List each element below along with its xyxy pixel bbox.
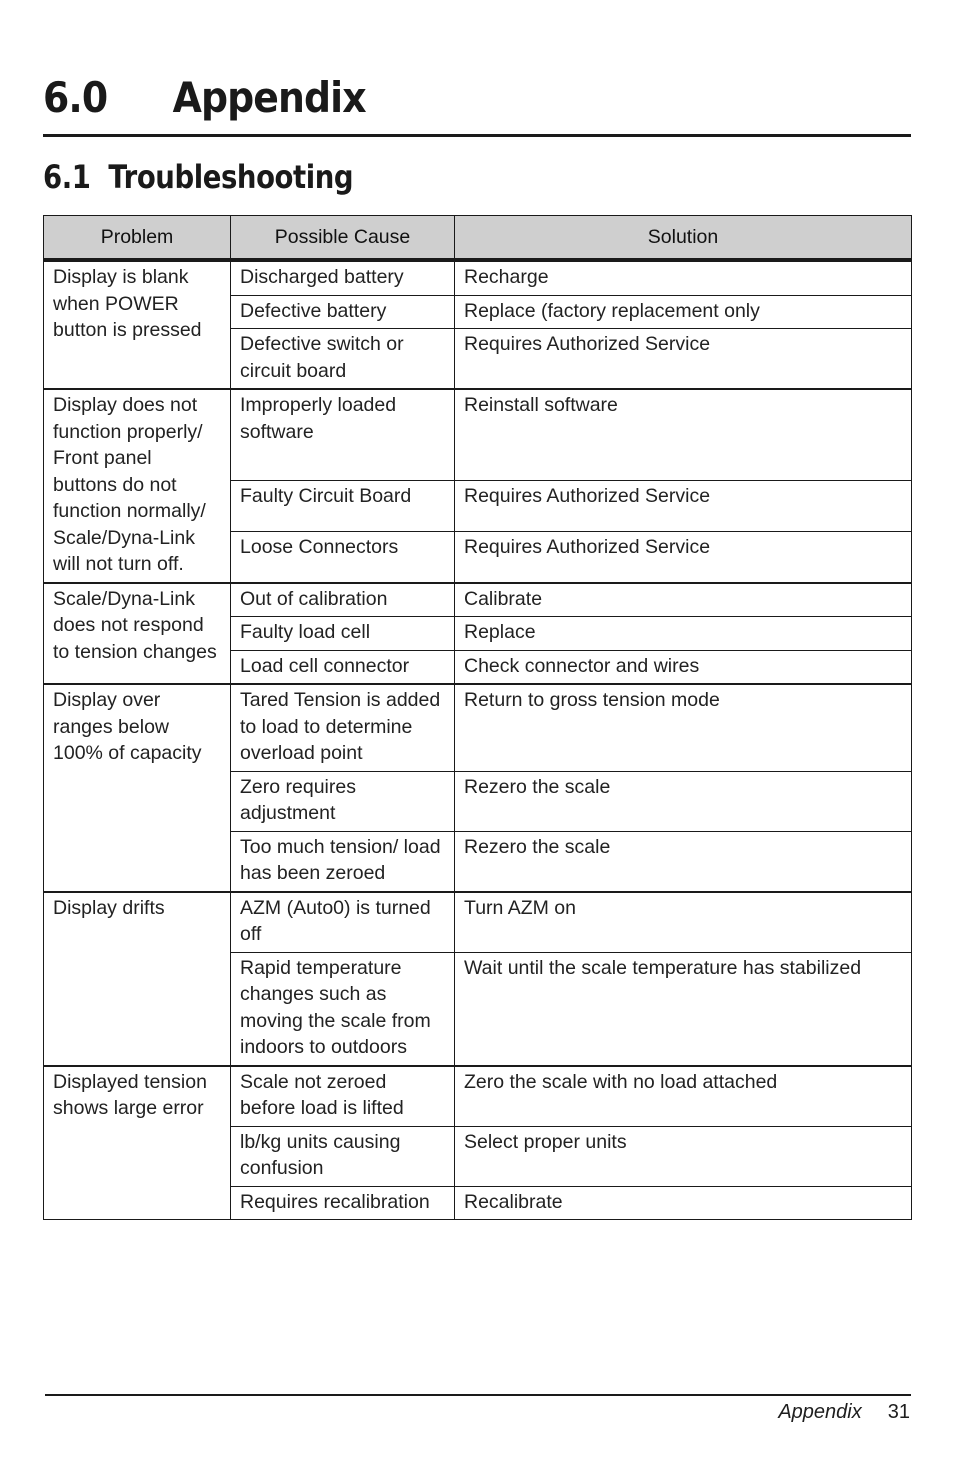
table-row xyxy=(44,389,912,480)
solution-cell: Rezero the scale xyxy=(455,771,912,831)
chapter-divider xyxy=(43,134,911,137)
problem-cell: Displayed tension shows large error xyxy=(44,1066,231,1220)
problem-cell: Display drifts xyxy=(44,892,231,1066)
header-solution: Solution xyxy=(455,216,912,261)
solution-cell: Replace xyxy=(455,617,912,651)
cause-cell: Faulty load cell xyxy=(231,617,455,651)
problem-cell: Display over ranges below 100% of capacity xyxy=(44,684,231,892)
solution-cell: Recharge xyxy=(455,260,912,295)
troubleshooting-table xyxy=(43,215,912,1220)
solution-cell: Calibrate xyxy=(455,583,912,617)
header-problem: Problem xyxy=(44,216,231,261)
cause-cell: AZM (Auto0) is turned off xyxy=(231,892,455,953)
chapter-title xyxy=(43,72,824,124)
cause-cell: Requires recalibration xyxy=(231,1186,455,1220)
table-row xyxy=(44,1066,912,1127)
table-row xyxy=(44,260,912,295)
section-title-text: Troubleshooting xyxy=(108,158,354,196)
footer-section-name: Appendix xyxy=(778,1401,862,1423)
solution-cell: Return to gross tension mode xyxy=(455,684,912,771)
problem-cell: Display is blank when POWER button is pressed xyxy=(44,260,231,389)
cause-cell: Out of calibration xyxy=(231,583,455,617)
solution-cell: Turn AZM on xyxy=(455,892,912,953)
cause-cell: Discharged battery xyxy=(231,260,455,295)
table-body xyxy=(44,260,912,1220)
solution-cell: Select proper units xyxy=(455,1126,912,1186)
solution-cell: Recalibrate xyxy=(455,1186,912,1220)
table-row xyxy=(44,684,912,771)
section-title xyxy=(43,156,353,198)
solution-cell: Requires Authorized Service xyxy=(455,480,912,531)
problem-cell: Scale/Dyna-Link does not respond to tension changes xyxy=(44,583,231,685)
chapter-number: 6.0 xyxy=(43,73,108,122)
cause-cell: Defective battery xyxy=(231,295,455,329)
page-footer xyxy=(778,1400,910,1424)
cause-cell: Defective switch or circuit board xyxy=(231,329,455,390)
cause-cell: Tared Tension is added to load to determine overload point xyxy=(231,684,455,771)
cause-cell: Faulty Circuit Board xyxy=(231,480,455,531)
cause-cell: Too much tension/ load has been zeroed xyxy=(231,831,455,892)
cause-cell: Scale not zeroed before load is lifted xyxy=(231,1066,455,1127)
cause-cell: Rapid temperature changes such as moving the scale from indoors to outdoors xyxy=(231,952,455,1066)
problem-cell: Display does not function properly/ Front panel buttons do not function normally/ Scale/Dyna-Link will not turn off. xyxy=(44,389,231,583)
table-header-row xyxy=(44,216,912,261)
solution-cell: Reinstall software xyxy=(455,389,912,480)
cause-cell: lb/kg units causing confusion xyxy=(231,1126,455,1186)
cause-cell: Loose Connectors xyxy=(231,531,455,582)
solution-cell: Rezero the scale xyxy=(455,831,912,892)
cause-cell: Zero requires adjustment xyxy=(231,771,455,831)
section-number: 6.1 xyxy=(43,158,91,196)
page-number: 31 xyxy=(887,1401,910,1423)
solution-cell: Replace (factory replacement only xyxy=(455,295,912,329)
solution-cell: Wait until the scale temperature has stabilized xyxy=(455,952,912,1066)
solution-cell: Zero the scale with no load attached xyxy=(455,1066,912,1127)
table-row xyxy=(44,583,912,617)
cause-cell: Load cell connector xyxy=(231,650,455,684)
table-row xyxy=(44,892,912,953)
solution-cell: Check connector and wires xyxy=(455,650,912,684)
solution-cell: Requires Authorized Service xyxy=(455,531,912,582)
header-possible-cause: Possible Cause xyxy=(231,216,455,261)
solution-cell: Requires Authorized Service xyxy=(455,329,912,390)
chapter-title-text: Appendix xyxy=(172,73,366,122)
footer-divider xyxy=(45,1394,911,1396)
cause-cell: Improperly loaded software xyxy=(231,389,455,480)
